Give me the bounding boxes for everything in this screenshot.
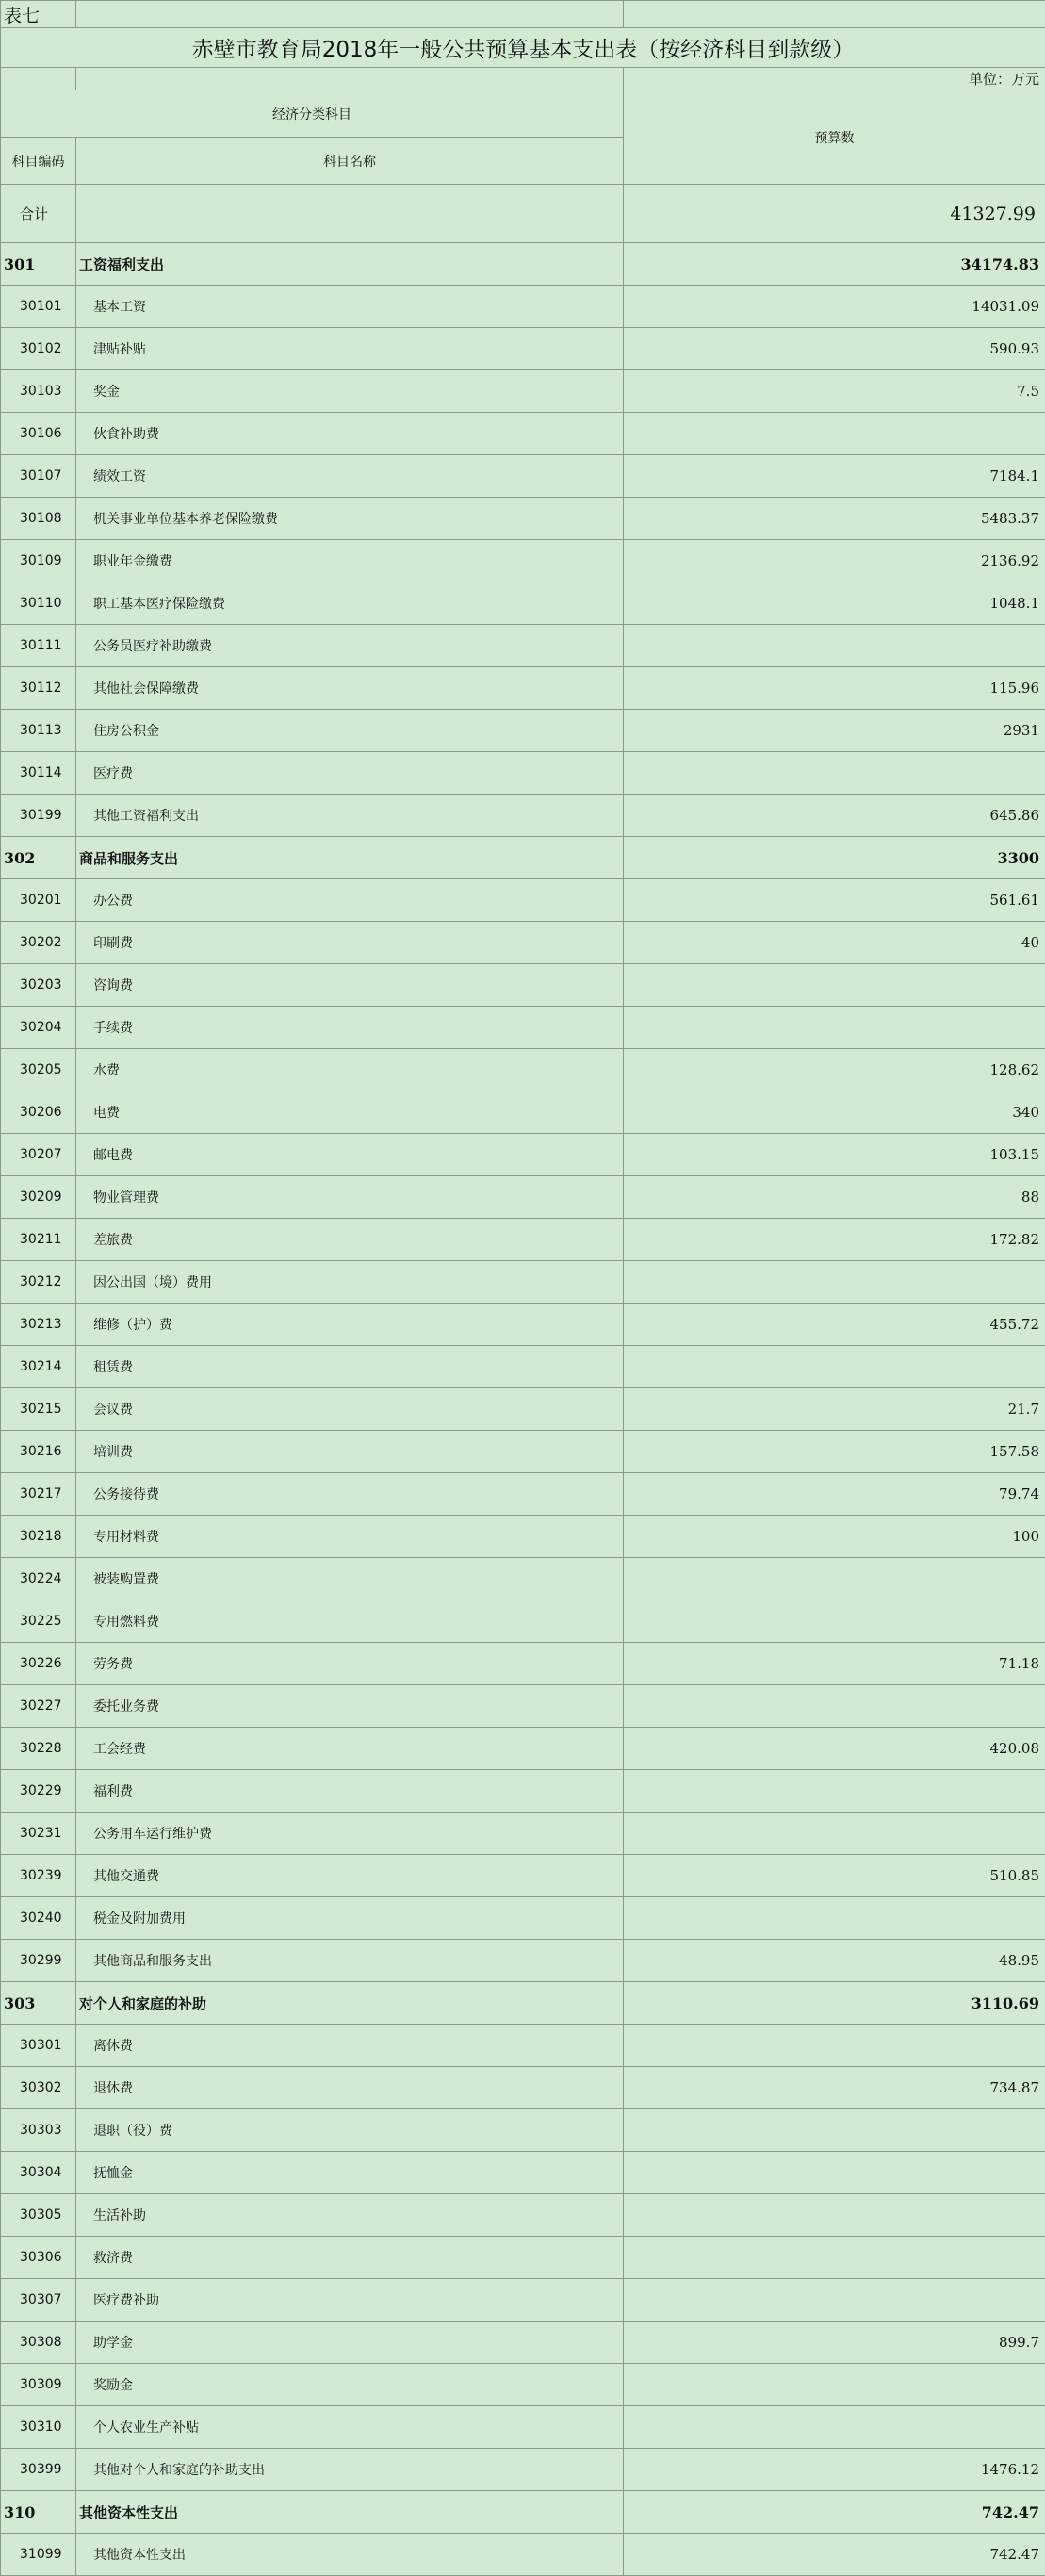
row-value-cell[interactable] — [624, 1007, 1045, 1049]
category-row — [1, 2491, 1045, 2534]
row-value-cell[interactable] — [624, 2237, 1045, 2279]
table-row — [1, 370, 1045, 413]
row-code-cell[interactable]: 30108 — [1, 498, 76, 540]
table-row — [1, 2237, 1045, 2279]
table-tag[interactable]: 表七 — [1, 1, 76, 28]
row-value-cell[interactable]: 79.74 — [624, 1473, 1045, 1516]
table-row — [1, 625, 1045, 667]
row-value-cell[interactable] — [624, 2152, 1045, 2194]
row-name-cell[interactable]: 住房公积金 — [76, 710, 624, 752]
row-name-cell[interactable]: 其他商品和服务支出 — [76, 1940, 624, 1982]
table-row — [1, 2067, 1045, 2109]
row-code-cell[interactable]: 301 — [1, 243, 76, 286]
category-row — [1, 1982, 1045, 2025]
row-name-cell[interactable]: 职工基本医疗保险缴费 — [76, 582, 624, 625]
row-name-cell[interactable]: 助学金 — [76, 2322, 624, 2364]
row-value-cell[interactable]: 742.47 — [624, 2491, 1045, 2534]
row-code-cell[interactable]: 30239 — [1, 1855, 76, 1897]
row-value-cell[interactable] — [624, 2109, 1045, 2152]
table-row — [1, 2534, 1045, 2576]
row-value-cell[interactable]: 7184.1 — [624, 455, 1045, 498]
row-code-cell[interactable]: 30202 — [1, 922, 76, 964]
row-value-cell[interactable]: 420.08 — [624, 1728, 1045, 1770]
row-code-cell[interactable]: 30306 — [1, 2237, 76, 2279]
row-value-cell[interactable]: 2136.92 — [624, 540, 1045, 582]
total-value[interactable]: 41327.99 — [624, 185, 1045, 243]
table-row — [1, 455, 1045, 498]
row-name-cell[interactable]: 公务员医疗补助缴费 — [76, 625, 624, 667]
row-name-cell[interactable]: 会议费 — [76, 1388, 624, 1431]
table-row — [1, 286, 1045, 328]
row-code-cell[interactable]: 30303 — [1, 2109, 76, 2152]
table-row — [1, 795, 1045, 837]
table-row — [1, 1558, 1045, 1600]
table-row — [1, 710, 1045, 752]
row-name-cell[interactable]: 手续费 — [76, 1007, 624, 1049]
table-row — [1, 1176, 1045, 1219]
row-value-cell[interactable]: 1048.1 — [624, 582, 1045, 625]
table-row — [1, 1388, 1045, 1431]
row-code-cell[interactable]: 30213 — [1, 1304, 76, 1346]
row-name-cell[interactable]: 伙食补助费 — [76, 413, 624, 455]
table-row — [1, 752, 1045, 795]
row-value-cell[interactable]: 115.96 — [624, 667, 1045, 710]
table-row — [1, 964, 1045, 1007]
row-name-cell[interactable]: 租赁费 — [76, 1346, 624, 1388]
table-row — [1, 1431, 1045, 1473]
row-name-cell[interactable]: 税金及附加费用 — [76, 1897, 624, 1940]
table-row — [1, 1897, 1045, 1940]
row-name-cell[interactable]: 办公费 — [76, 879, 624, 922]
row-name-cell[interactable]: 津贴补贴 — [76, 328, 624, 370]
row-code-cell[interactable]: 30106 — [1, 413, 76, 455]
row-code-cell[interactable]: 30305 — [1, 2194, 76, 2237]
row-name-cell[interactable]: 电费 — [76, 1091, 624, 1134]
row-name-cell[interactable]: 委托业务费 — [76, 1685, 624, 1728]
empty-cell[interactable] — [76, 68, 624, 90]
empty-cell[interactable] — [624, 1, 1045, 28]
row-code-cell[interactable]: 30203 — [1, 964, 76, 1007]
table-row — [1, 2194, 1045, 2237]
row-value-cell[interactable]: 71.18 — [624, 1643, 1045, 1685]
table-row — [1, 582, 1045, 625]
row-code-cell[interactable]: 30225 — [1, 1600, 76, 1643]
row-name-cell[interactable]: 医疗费补助 — [76, 2279, 624, 2322]
table-row — [1, 1473, 1045, 1516]
row-code-cell[interactable]: 30308 — [1, 2322, 76, 2364]
row-name-cell[interactable]: 抚恤金 — [76, 2152, 624, 2194]
table-row — [1, 1770, 1045, 1813]
table-row — [1, 1304, 1045, 1346]
row-code-cell[interactable]: 30110 — [1, 582, 76, 625]
row-value-cell[interactable] — [624, 2364, 1045, 2406]
row-code-cell[interactable]: 30229 — [1, 1770, 76, 1813]
row-code-cell[interactable]: 30112 — [1, 667, 76, 710]
header-code[interactable]: 科目编码 — [1, 138, 76, 185]
row-name-cell[interactable]: 退职（役）费 — [76, 2109, 624, 2152]
row-code-cell[interactable]: 30299 — [1, 1940, 76, 1982]
row-value-cell[interactable]: 88 — [624, 1176, 1045, 1219]
row-value-cell[interactable] — [624, 1685, 1045, 1728]
row-code-cell[interactable]: 30216 — [1, 1431, 76, 1473]
row-code-cell[interactable]: 30399 — [1, 2449, 76, 2491]
table-row — [1, 2025, 1045, 2067]
row-code-cell[interactable]: 30302 — [1, 2067, 76, 2109]
table-row — [1, 1813, 1045, 1855]
row-code-cell[interactable]: 30103 — [1, 370, 76, 413]
table-row — [1, 1049, 1045, 1091]
empty-cell[interactable] — [76, 185, 624, 243]
row-name-cell[interactable]: 物业管理费 — [76, 1176, 624, 1219]
row-value-cell[interactable]: 7.5 — [624, 370, 1045, 413]
row-code-cell[interactable]: 30228 — [1, 1728, 76, 1770]
table-row — [1, 1855, 1045, 1897]
table-row — [1, 879, 1045, 922]
table-row — [1, 1261, 1045, 1304]
row-name-cell[interactable]: 退休费 — [76, 2067, 624, 2109]
row-code-cell[interactable]: 30205 — [1, 1049, 76, 1091]
table-row — [1, 328, 1045, 370]
row-value-cell[interactable]: 645.86 — [624, 795, 1045, 837]
row-name-cell[interactable]: 福利费 — [76, 1770, 624, 1813]
row-name-cell[interactable]: 职业年金缴费 — [76, 540, 624, 582]
row-code-cell[interactable]: 30211 — [1, 1219, 76, 1261]
row-code-cell[interactable]: 310 — [1, 2491, 76, 2534]
table-row — [1, 1134, 1045, 1176]
row-code-cell[interactable]: 30207 — [1, 1134, 76, 1176]
row-code-cell[interactable]: 30309 — [1, 2364, 76, 2406]
row-code-cell[interactable]: 30310 — [1, 2406, 76, 2449]
row-value-cell[interactable] — [624, 1897, 1045, 1940]
empty-cell[interactable] — [76, 1, 624, 28]
row-name-cell[interactable]: 基本工资 — [76, 286, 624, 328]
row-name-cell[interactable]: 水费 — [76, 1049, 624, 1091]
row-code-cell[interactable]: 30227 — [1, 1685, 76, 1728]
row-value-cell[interactable]: 899.7 — [624, 2322, 1045, 2364]
row-value-cell[interactable]: 3110.69 — [624, 1982, 1045, 2025]
row-value-cell[interactable]: 734.87 — [624, 2067, 1045, 2109]
row-value-cell[interactable]: 40 — [624, 922, 1045, 964]
table-row — [1, 1091, 1045, 1134]
row-name-cell[interactable]: 离休费 — [76, 2025, 624, 2067]
row-name-cell[interactable]: 因公出国（境）费用 — [76, 1261, 624, 1304]
unit-row — [1, 68, 1045, 90]
table-row — [1, 540, 1045, 582]
row-name-cell[interactable]: 专用材料费 — [76, 1516, 624, 1558]
row-name-cell[interactable]: 商品和服务支出 — [76, 837, 624, 879]
row-value-cell[interactable]: 48.95 — [624, 1940, 1045, 1982]
row-code-cell[interactable]: 30102 — [1, 328, 76, 370]
row-name-cell[interactable]: 个人农业生产补贴 — [76, 2406, 624, 2449]
unit-label[interactable]: 单位：万元 — [624, 68, 1045, 90]
empty-cell[interactable] — [1, 68, 76, 90]
table-row — [1, 1685, 1045, 1728]
table-row — [1, 1643, 1045, 1685]
table-row — [1, 2109, 1045, 2152]
row-code-cell[interactable]: 303 — [1, 1982, 76, 2025]
row-name-cell[interactable]: 对个人和家庭的补助 — [76, 1982, 624, 2025]
row-code-cell[interactable]: 30113 — [1, 710, 76, 752]
row-value-cell[interactable]: 340 — [624, 1091, 1045, 1134]
row-code-cell[interactable]: 30204 — [1, 1007, 76, 1049]
row-value-cell[interactable]: 34174.83 — [624, 243, 1045, 286]
row-value-cell[interactable]: 590.93 — [624, 328, 1045, 370]
header-name[interactable]: 科目名称 — [76, 138, 624, 185]
row-code-cell[interactable]: 30240 — [1, 1897, 76, 1940]
header-category[interactable]: 经济分类科目 — [1, 90, 624, 138]
row-name-cell[interactable]: 其他社会保障缴费 — [76, 667, 624, 710]
row-code-cell[interactable]: 30111 — [1, 625, 76, 667]
row-code-cell[interactable]: 30199 — [1, 795, 76, 837]
row-code-cell[interactable]: 30307 — [1, 2279, 76, 2322]
row-value-cell[interactable]: 14031.09 — [624, 286, 1045, 328]
row-name-cell[interactable]: 差旅费 — [76, 1219, 624, 1261]
row-value-cell[interactable] — [624, 413, 1045, 455]
row-code-cell[interactable]: 30224 — [1, 1558, 76, 1600]
row-value-cell[interactable]: 2931 — [624, 710, 1045, 752]
row-value-cell[interactable] — [624, 1261, 1045, 1304]
category-row — [1, 243, 1045, 286]
row-name-cell[interactable]: 工会经费 — [76, 1728, 624, 1770]
row-code-cell[interactable]: 30217 — [1, 1473, 76, 1516]
header-row-1 — [1, 90, 1045, 138]
row-code-cell[interactable]: 30231 — [1, 1813, 76, 1855]
row-value-cell[interactable] — [624, 752, 1045, 795]
table-row — [1, 2279, 1045, 2322]
row-name-cell[interactable]: 其他资本性支出 — [76, 2534, 624, 2576]
total-row — [1, 185, 1045, 243]
row-value-cell[interactable] — [624, 2025, 1045, 2067]
row-value-cell[interactable]: 21.7 — [624, 1388, 1045, 1431]
table-row — [1, 2152, 1045, 2194]
row-code-cell[interactable]: 30201 — [1, 879, 76, 922]
title-row — [1, 28, 1045, 68]
row-name-cell[interactable]: 其他工资福利支出 — [76, 795, 624, 837]
row-value-cell[interactable] — [624, 2194, 1045, 2237]
row-code-cell[interactable]: 30107 — [1, 455, 76, 498]
row-code-cell[interactable]: 30101 — [1, 286, 76, 328]
row-value-cell[interactable]: 5483.37 — [624, 498, 1045, 540]
row-name-cell[interactable]: 咨询费 — [76, 964, 624, 1007]
row-name-cell[interactable]: 被装购置费 — [76, 1558, 624, 1600]
row-code-cell[interactable]: 30109 — [1, 540, 76, 582]
row-name-cell[interactable]: 机关事业单位基本养老保险缴费 — [76, 498, 624, 540]
row-name-cell[interactable]: 专用燃料费 — [76, 1600, 624, 1643]
tag-row — [1, 1, 1045, 28]
row-name-cell[interactable]: 邮电费 — [76, 1134, 624, 1176]
row-value-cell[interactable] — [624, 1346, 1045, 1388]
table-row — [1, 667, 1045, 710]
table-row — [1, 413, 1045, 455]
row-name-cell[interactable]: 其他资本性支出 — [76, 2491, 624, 2534]
row-value-cell[interactable] — [624, 1600, 1045, 1643]
table-row — [1, 1600, 1045, 1643]
total-label[interactable]: 合计 — [1, 185, 76, 243]
row-value-cell[interactable]: 172.82 — [624, 1219, 1045, 1261]
row-code-cell[interactable]: 30206 — [1, 1091, 76, 1134]
row-name-cell[interactable]: 工资福利支出 — [76, 243, 624, 286]
table-row — [1, 2322, 1045, 2364]
row-value-cell[interactable] — [624, 2279, 1045, 2322]
category-row — [1, 837, 1045, 879]
row-name-cell[interactable]: 劳务费 — [76, 1643, 624, 1685]
row-name-cell[interactable]: 维修（护）费 — [76, 1304, 624, 1346]
table-row — [1, 922, 1045, 964]
row-code-cell[interactable]: 31099 — [1, 2534, 76, 2576]
table-row — [1, 1728, 1045, 1770]
row-value-cell[interactable]: 742.47 — [624, 2534, 1045, 2576]
table-row — [1, 2449, 1045, 2491]
table-row — [1, 1940, 1045, 1982]
row-value-cell[interactable] — [624, 2406, 1045, 2449]
row-name-cell[interactable]: 培训费 — [76, 1431, 624, 1473]
row-value-cell[interactable] — [624, 625, 1045, 667]
row-name-cell[interactable]: 公务接待费 — [76, 1473, 624, 1516]
row-name-cell[interactable]: 其他对个人和家庭的补助支出 — [76, 2449, 624, 2491]
row-value-cell[interactable]: 455.72 — [624, 1304, 1045, 1346]
row-value-cell[interactable]: 128.62 — [624, 1049, 1045, 1091]
row-code-cell[interactable]: 30226 — [1, 1643, 76, 1685]
table-row — [1, 1346, 1045, 1388]
row-code-cell[interactable]: 30114 — [1, 752, 76, 795]
row-code-cell[interactable]: 30214 — [1, 1346, 76, 1388]
row-code-cell[interactable]: 30218 — [1, 1516, 76, 1558]
row-name-cell[interactable]: 公务用车运行维护费 — [76, 1813, 624, 1855]
row-value-cell[interactable] — [624, 964, 1045, 1007]
row-value-cell[interactable] — [624, 1813, 1045, 1855]
row-value-cell[interactable]: 1476.12 — [624, 2449, 1045, 2491]
row-value-cell[interactable]: 103.15 — [624, 1134, 1045, 1176]
row-name-cell[interactable]: 印刷费 — [76, 922, 624, 964]
row-value-cell[interactable] — [624, 1770, 1045, 1813]
row-code-cell[interactable]: 302 — [1, 837, 76, 879]
row-value-cell[interactable]: 561.61 — [624, 879, 1045, 922]
row-name-cell[interactable]: 奖金 — [76, 370, 624, 413]
row-value-cell[interactable]: 3300 — [624, 837, 1045, 879]
row-value-cell[interactable]: 510.85 — [624, 1855, 1045, 1897]
table-row — [1, 2364, 1045, 2406]
row-value-cell[interactable]: 157.58 — [624, 1431, 1045, 1473]
row-name-cell[interactable]: 奖励金 — [76, 2364, 624, 2406]
table-row — [1, 2406, 1045, 2449]
row-name-cell[interactable]: 医疗费 — [76, 752, 624, 795]
header-budget[interactable]: 预算数 — [624, 90, 1045, 185]
table-row — [1, 498, 1045, 540]
row-name-cell[interactable]: 绩效工资 — [76, 455, 624, 498]
row-value-cell[interactable]: 100 — [624, 1516, 1045, 1558]
row-name-cell[interactable]: 救济费 — [76, 2237, 624, 2279]
row-code-cell[interactable]: 30301 — [1, 2025, 76, 2067]
row-code-cell[interactable]: 30304 — [1, 2152, 76, 2194]
table-row — [1, 1219, 1045, 1261]
row-code-cell[interactable]: 30212 — [1, 1261, 76, 1304]
table-row — [1, 1007, 1045, 1049]
table-row — [1, 1516, 1045, 1558]
row-name-cell[interactable]: 生活补助 — [76, 2194, 624, 2237]
row-code-cell[interactable]: 30215 — [1, 1388, 76, 1431]
row-value-cell[interactable] — [624, 1558, 1045, 1600]
row-code-cell[interactable]: 30209 — [1, 1176, 76, 1219]
row-name-cell[interactable]: 其他交通费 — [76, 1855, 624, 1897]
table-title[interactable]: 赤壁市教育局2018年一般公共预算基本支出表（按经济科目到款级） — [1, 28, 1045, 68]
